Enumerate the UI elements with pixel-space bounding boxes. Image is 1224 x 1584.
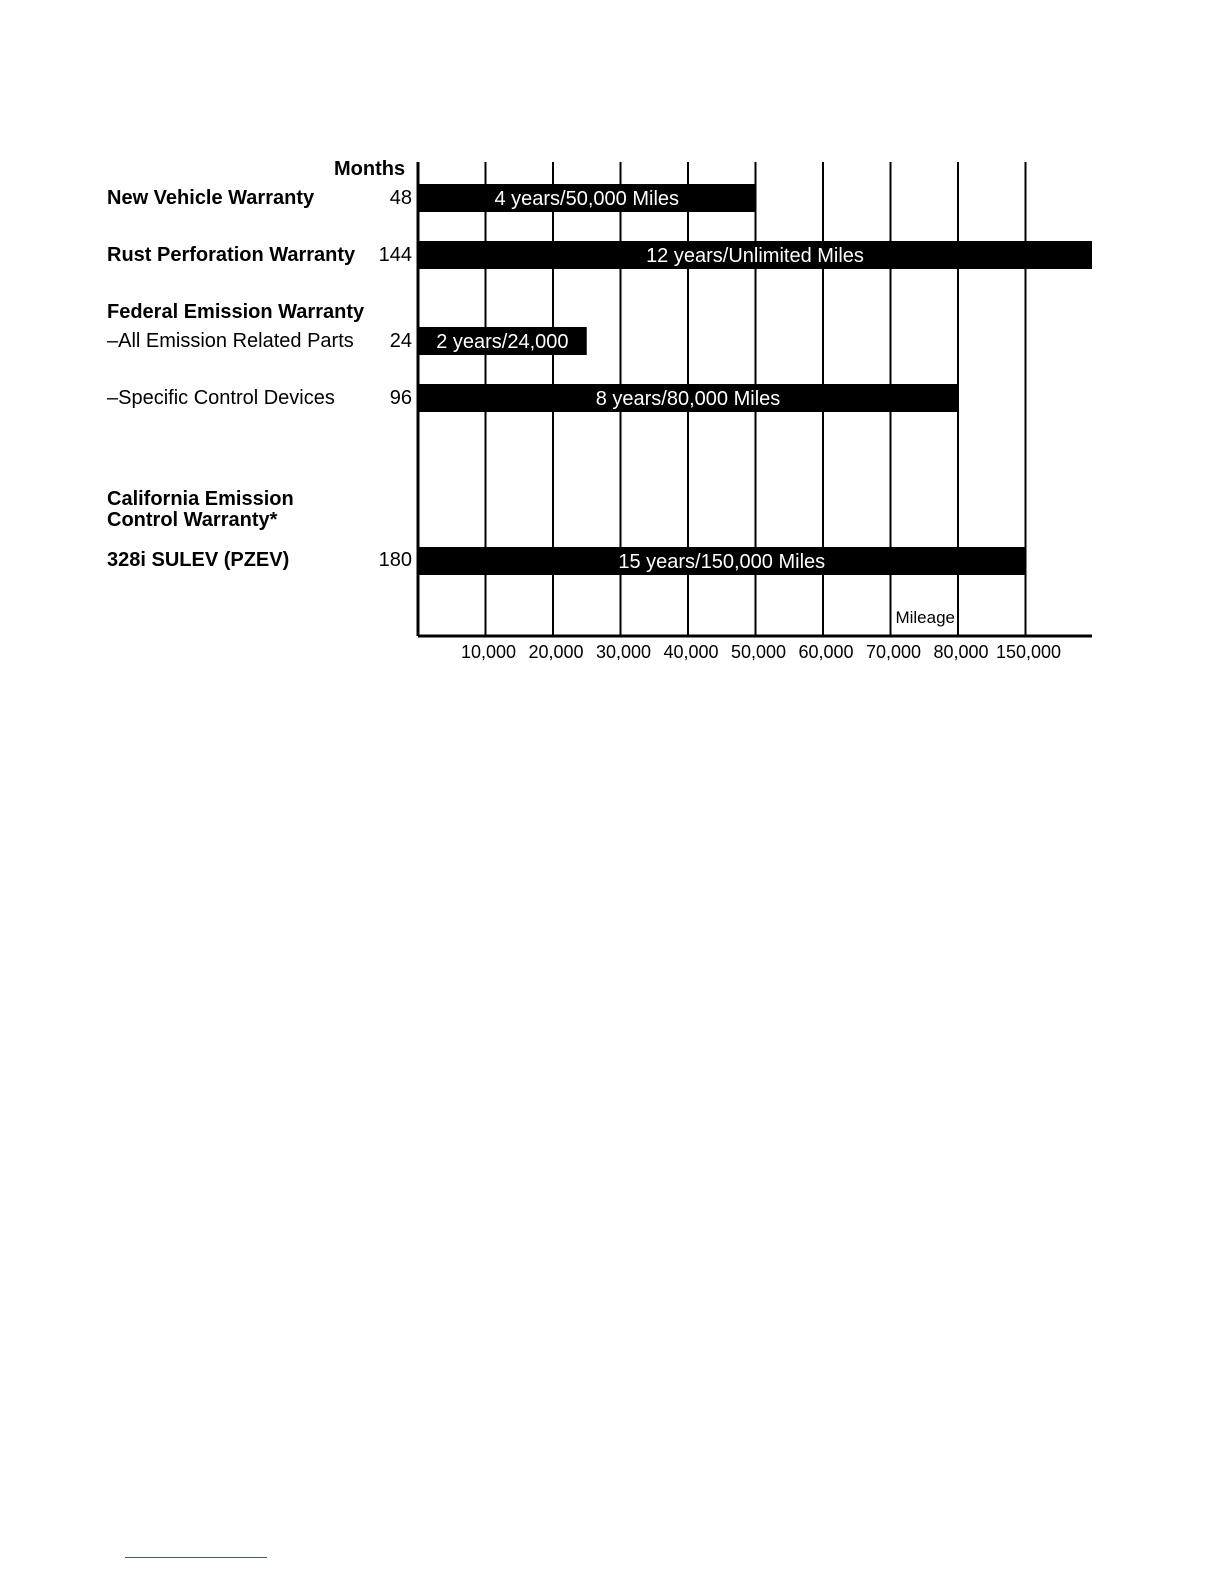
- x-tick-label-5: 60,000: [798, 642, 854, 662]
- x-tick-label-6: 70,000: [865, 642, 922, 662]
- section-california-header-line2: Control Warranty*: [107, 509, 278, 531]
- x-tick-label-2: 30,000: [595, 642, 652, 662]
- months-control-devices: 96: [389, 387, 412, 409]
- months-sulev: 180: [378, 549, 412, 571]
- months-rust: 144: [378, 244, 412, 266]
- bar-label-4: 15 years/150,000 Miles: [618, 551, 826, 573]
- x-tick-label-1: 20,000: [528, 642, 584, 662]
- section-california-header-line1: California Emission: [107, 488, 294, 510]
- x-axis-title: Mileage: [895, 608, 956, 627]
- row-label-new-vehicle: New Vehicle Warranty: [107, 187, 315, 209]
- bar-label-1: 12 years/Unlimited Miles: [646, 245, 864, 267]
- bar-label-0: 4 years/50,000 Miles: [494, 188, 680, 210]
- months-header: Months: [334, 158, 406, 180]
- section-federal-header: Federal Emission Warranty: [107, 301, 365, 323]
- bar-label-2: 2 years/24,000: [436, 331, 569, 353]
- months-new-vehicle: 48: [389, 187, 412, 209]
- x-tick-label-0: 10,000: [460, 642, 517, 662]
- row-label-sulev: 328i SULEV (PZEV): [107, 549, 290, 571]
- bar-label-3: 8 years/80,000 Miles: [595, 388, 781, 410]
- x-tick-label-4: 50,000: [730, 642, 787, 662]
- row-label-emission-parts: –All Emission Related Parts: [107, 330, 354, 352]
- x-tick-label-8: 150,000: [995, 642, 1062, 662]
- footer-rule: [125, 1557, 267, 1558]
- row-label-control-devices: –Specific Control Devices: [107, 387, 335, 409]
- x-tick-label-3: 40,000: [663, 642, 719, 662]
- plot-area: [0, 0, 1224, 700]
- months-emission-parts: 24: [389, 330, 412, 352]
- warranty-chart: [0, 0, 1224, 700]
- row-label-rust: Rust Perforation Warranty: [107, 244, 356, 266]
- x-tick-label-7: 80,000: [933, 642, 989, 662]
